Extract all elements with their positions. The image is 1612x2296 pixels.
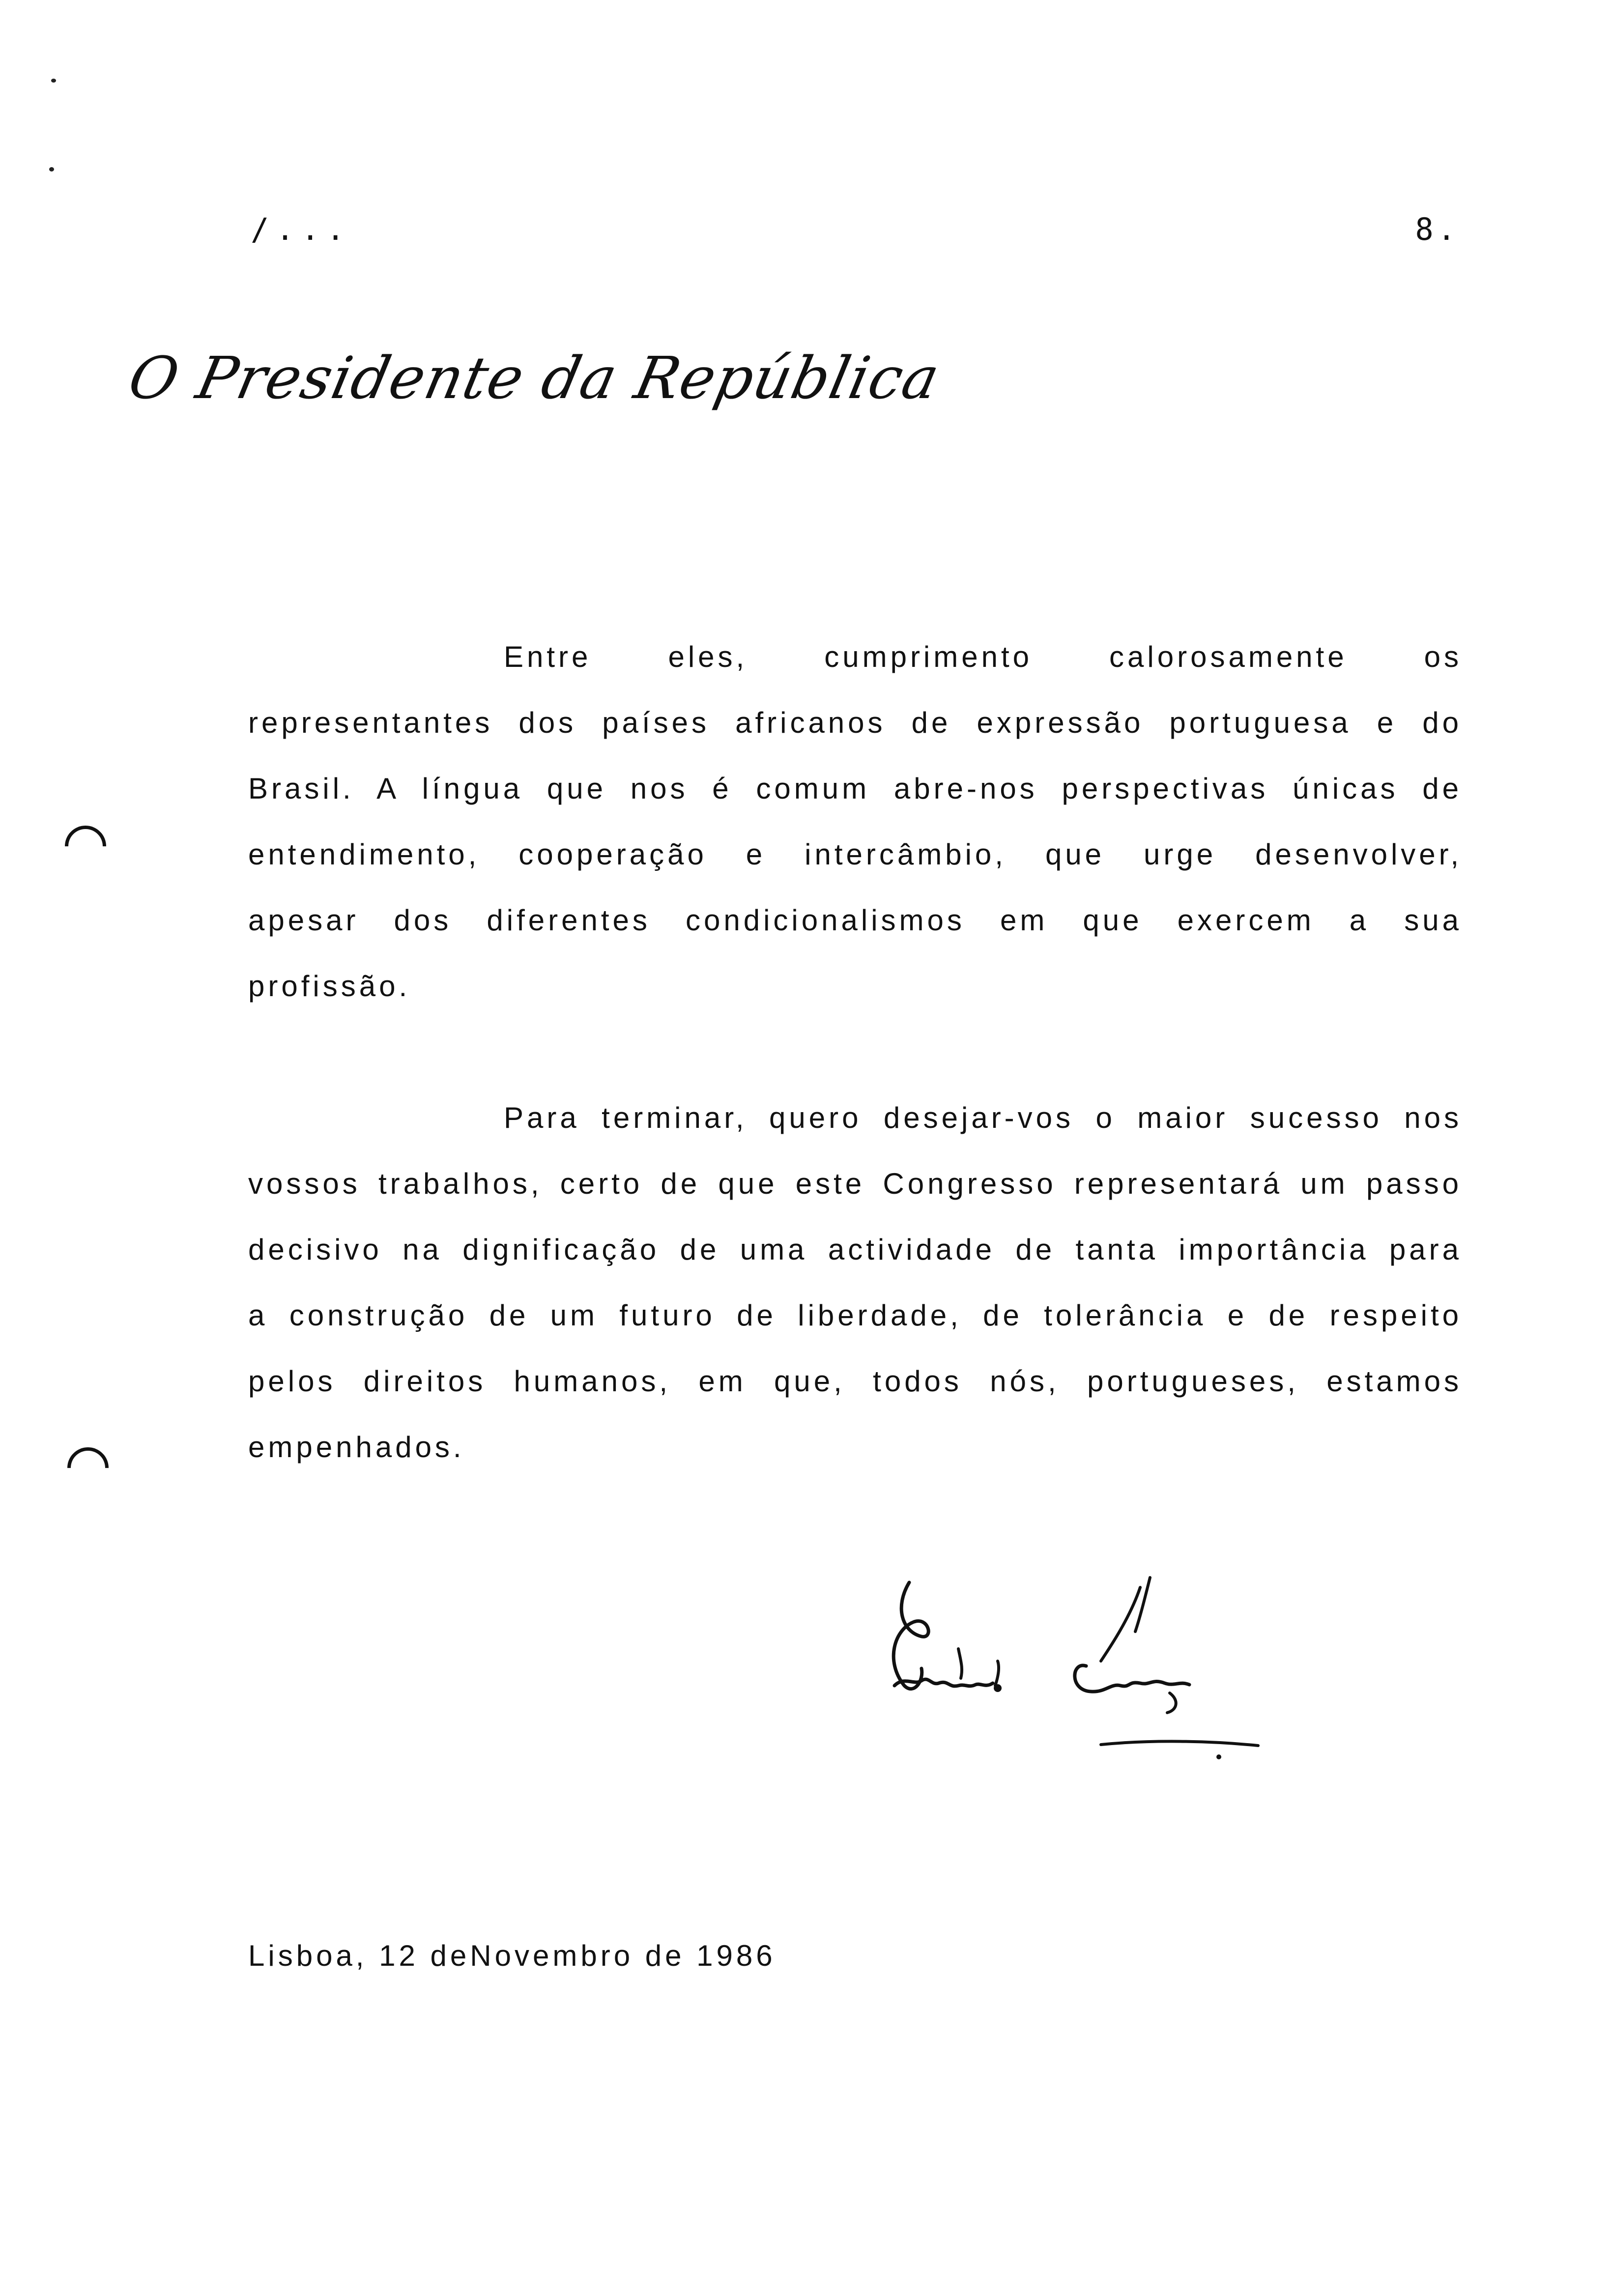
body-paragraph: Entre eles, cumprimento calorosamente os representantes dos países africanos de expressão portuguesa e do Brasil. A língua que nos é comum abre-nos perspectivas únicas de entendimento, cooperação e intercâmbio, que urge desenvolver, apesar dos diferentes condicionalismos em que exercem a sua profissão. — [248, 640, 1462, 1003]
punch-hole-icon — [59, 1439, 117, 1497]
handwritten-signature — [875, 1563, 1268, 1789]
letter-body — [248, 624, 1462, 1480]
date-line: Lisboa, 12 deNovembro de 1986 — [248, 1939, 776, 1972]
page-number: 8. — [1415, 211, 1460, 247]
punch-hole-icon — [57, 817, 115, 876]
letterhead-title: O Presidente da República — [123, 344, 946, 412]
body-paragraph: Para terminar, quero desejar-vos o maior sucesso nos vossos trabalhos, certo de que este Congresso representará um passo decisivo na dignificação de uma actividade de tanta importância para a construção de um futuro de liberdade, de tolerância e de respeito pelos direitos humanos, em que, todos nós, portugueses, estamos empenhados. — [248, 1101, 1462, 1464]
continuation-mark: /... — [251, 211, 352, 247]
scan-speck — [51, 79, 56, 83]
scan-speck — [49, 167, 54, 172]
